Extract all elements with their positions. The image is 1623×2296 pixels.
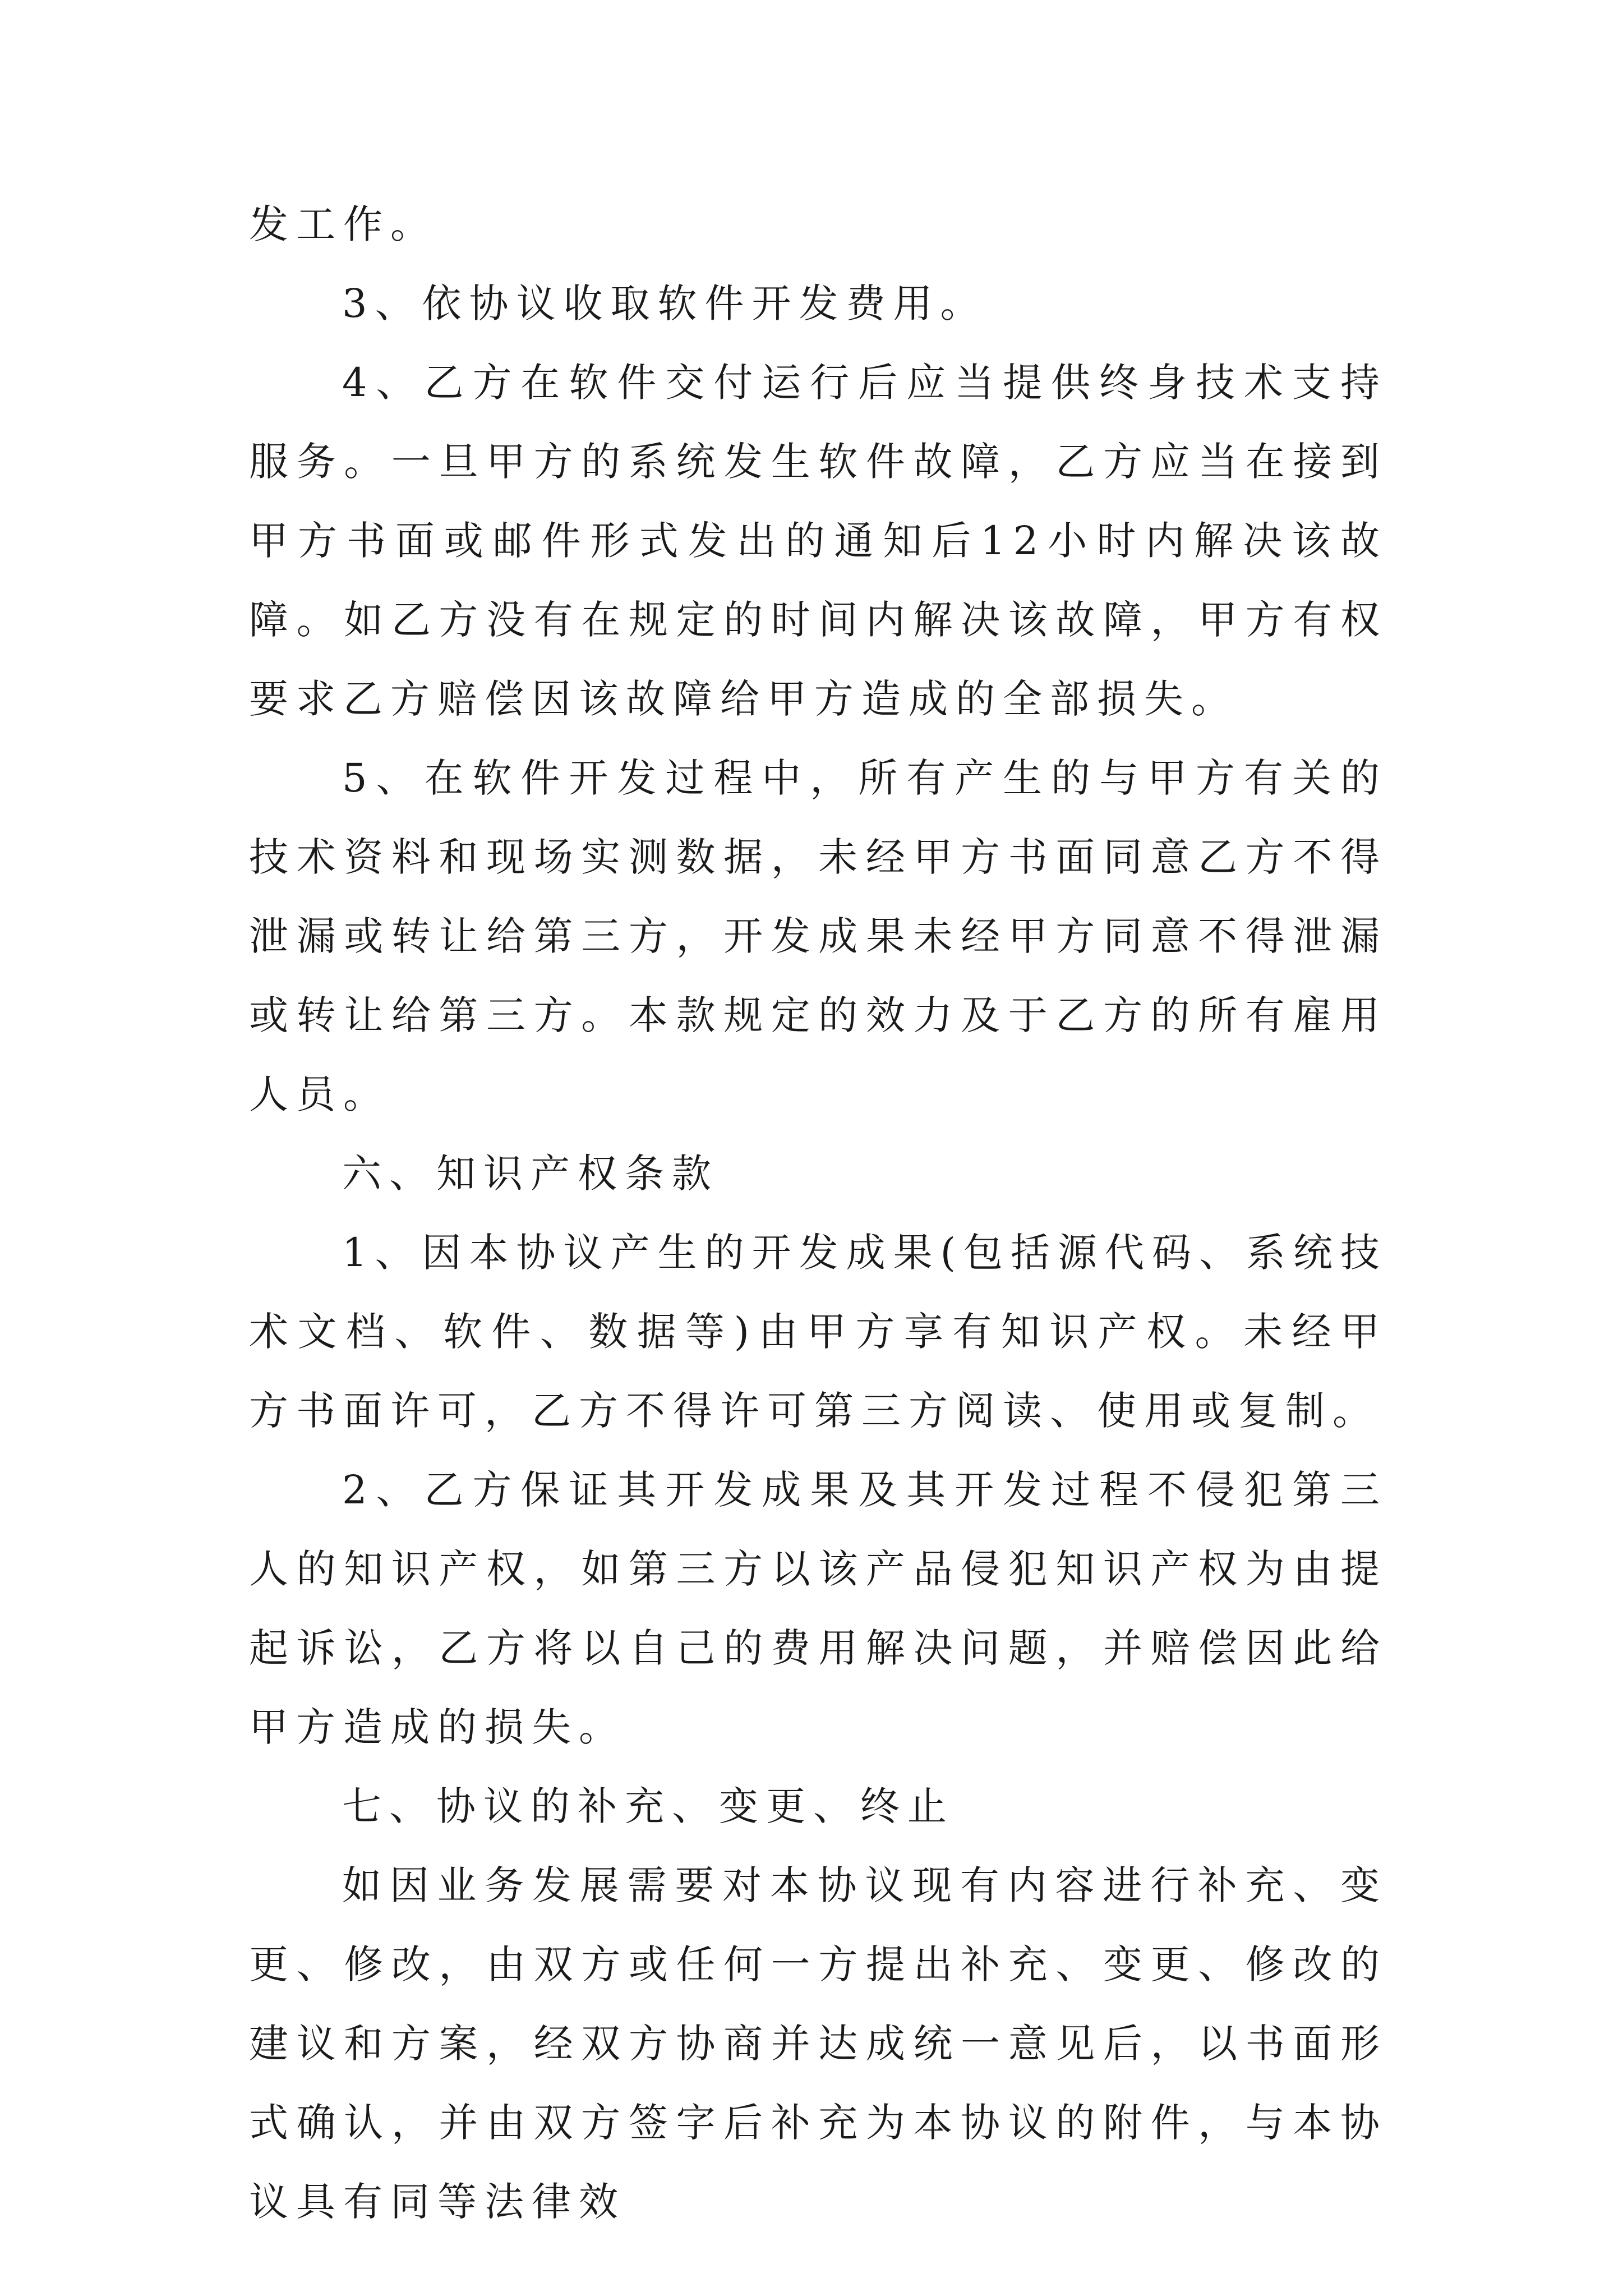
paragraph-ip-clause-2: 2、乙方保证其开发成果及其开发过程不侵犯第三人的知识产权，如第三方以该产品侵犯知识产权为由提起诉讼，乙方将以自己的费用解决问题，并赔偿因此给甲方造成的损失。 bbox=[249, 1467, 1387, 1750]
paragraph-amendment: 如因业务发展需要对本协议现有内容进行补充、变更、修改，由双方或任何一方提出补充、变更、修改的建议和方案，经双方协商并达成统一意见后，以书面形式确认，并由双方签字后补充为本协议的附件，与本协议具有同等法律效 bbox=[249, 1862, 1387, 2225]
paragraph-clause-4: 4、乙方在软件交付运行后应当提供终身技术支持服务。一旦甲方的系统发生软件故障，乙方应当在接到甲方书面或邮件形式发出的通知后12小时内解决该故障。如乙方没有在规定的时间内解决该故障，甲方有权要求乙方赔偿因该故障给甲方造成的全部损失。 bbox=[249, 360, 1387, 722]
paragraph-clause-3: 3、依协议收取软件开发费用。 bbox=[342, 280, 988, 326]
paragraph-clause-5: 5、在软件开发过程中，所有产生的与甲方有关的技术资料和现场实测数据，未经甲方书面同意乙方不得泄漏或转让给第三方，开发成果未经甲方同意不得泄漏或转让给第三方。本款规定的效力及于乙方的所有雇用人员。 bbox=[249, 755, 1387, 1117]
document-body bbox=[249, 185, 1387, 2242]
section-heading-amendment: 七、协议的补充、变更、终止 bbox=[342, 1783, 955, 1829]
paragraph-continuation: 发工作。 bbox=[249, 201, 437, 247]
section-heading-ip: 六、知识产权条款 bbox=[342, 1151, 719, 1197]
paragraph-ip-clause-1: 1、因本协议产生的开发成果(包括源代码、系统技术文档、软件、数据等)由甲方享有知识产权。未经甲方书面许可，乙方不得许可第三方阅读、使用或复制。 bbox=[249, 1230, 1387, 1434]
